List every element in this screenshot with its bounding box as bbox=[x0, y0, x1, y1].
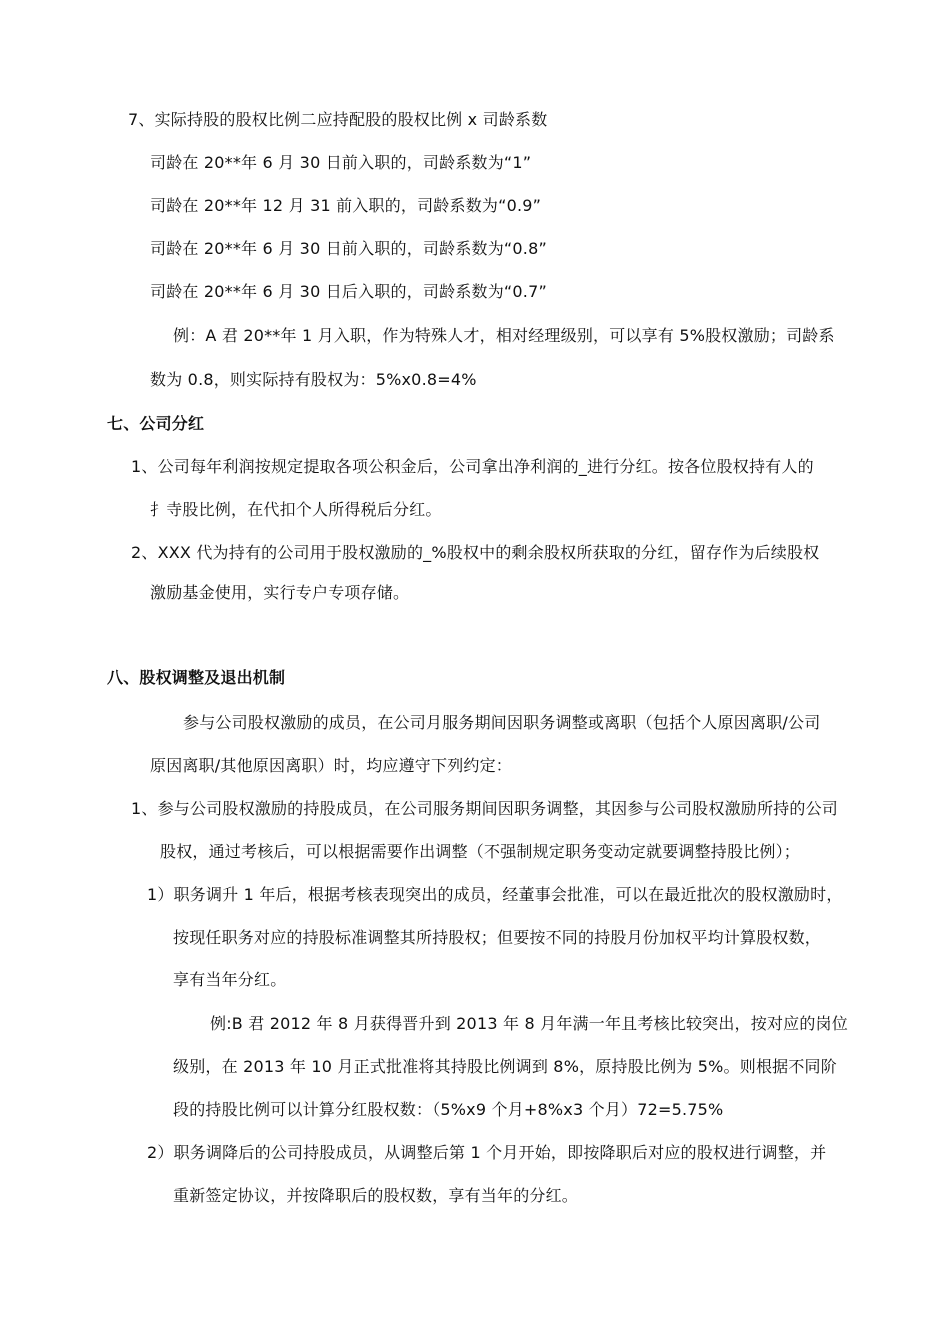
promotion-sub1-line3: 享有当年分红。 bbox=[173, 970, 287, 989]
section8-intro-line2: 原因离职/其他原因离职）时，均应遵守下列约定： bbox=[150, 756, 512, 775]
demotion-sub2-line2: 重新签定协议，并按降职后的股权数，享有当年的分红。 bbox=[173, 1186, 579, 1205]
adjust-item1-line2: 股权，通过考核后，可以根据需要作出调整（不强制规定职务变动定就要调整持股比例）； bbox=[160, 842, 801, 861]
seniority-rule-2: 司龄在 20**年 12 月 31 前入职的，司龄系数为“0.9” bbox=[150, 196, 542, 215]
promotion-example-line2: 级别，在 2013 年 10 月正式批准将其持股比例调到 8%，原持股比例为 5%。则根据不同阶 bbox=[173, 1057, 837, 1076]
seniority-rule-3: 司龄在 20**年 6 月 30 日前入职的，司龄系数为“0.8” bbox=[150, 239, 547, 258]
promotion-sub1-line1: 1）职务调升 1 年后，根据考核表现突出的成员，经董事会批准，可以在最近批次的股权激励时， bbox=[147, 885, 843, 904]
section7-heading: 七、公司分红 bbox=[107, 414, 205, 433]
item7-example-line2: 数为 0.8，则实际持有股权为：5%x0.8=4% bbox=[150, 370, 477, 389]
promotion-sub1-line2: 按现任职务对应的持股标准调整其所持股权；但要按不同的持股月份加权平均计算股权数， bbox=[173, 928, 822, 947]
dividend-item2-line1: 2、XXX 代为持有的公司用于股权激励的_%股权中的剩余股权所获取的分红，留存作为后续股权 bbox=[131, 543, 820, 562]
dividend-item1-line2: 扌寺股比例，在代扣个人所得税后分红。 bbox=[150, 500, 442, 519]
demotion-sub2-line1: 2）职务调降后的公司持股成员，从调整后第 1 个月开始，即按降职后对应的股权进行调整，并 bbox=[147, 1143, 827, 1162]
promotion-example-line1: 例:B 君 2012 年 8 月获得晋升到 2013 年 8 月年满一年且考核比较突出，按对应的岗位 bbox=[210, 1014, 848, 1033]
item7-example-line1: 例：A 君 20**年 1 月入职，作为特殊人才，相对经理级别，可以享有 5%股权激励；司龄系 bbox=[173, 326, 835, 345]
adjust-item1-line1: 1、参与公司股权激励的持股成员，在公司服务期间因职务调整，其因参与公司股权激励所持的公司 bbox=[131, 799, 838, 818]
section8-heading: 八、股权调整及退出机制 bbox=[107, 668, 286, 687]
dividend-item2-line2: 激励基金使用，实行专户专项存储。 bbox=[150, 583, 410, 602]
promotion-example-line3: 段的持股比例可以计算分红股权数：（5%x9 个月+8%x3 个月）72=5.75% bbox=[173, 1100, 724, 1119]
dividend-item1-line1: 1、公司每年利润按规定提取各项公积金后，公司拿出净利润的_进行分红。按各位股权持有人的 bbox=[131, 457, 814, 476]
seniority-rule-4: 司龄在 20**年 6 月 30 日后入职的，司龄系数为“0.7” bbox=[150, 282, 547, 301]
item7-title: 7、实际持股的股权比例二应持配股的股权比例 x 司龄系数 bbox=[128, 110, 548, 129]
section8-intro-line1: 参与公司股权激励的成员，在公司月服务期间因职务调整或离职（包括个人原因离职/公司 bbox=[183, 713, 821, 732]
seniority-rule-1: 司龄在 20**年 6 月 30 日前入职的，司龄系数为“1” bbox=[150, 153, 532, 172]
